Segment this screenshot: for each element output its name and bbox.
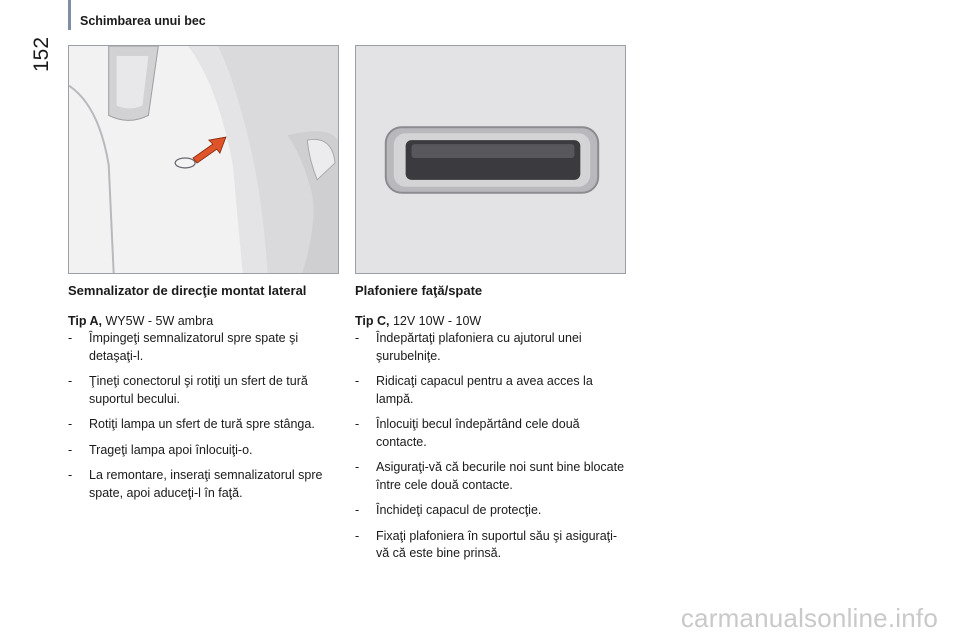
- section-title: Schimbarea unui bec: [80, 14, 206, 28]
- list-item: - Îndepărtaţi plafoniera cu ajutorul unei şurubelniţe.: [355, 331, 582, 363]
- left-type-label: Tip A,: [68, 314, 103, 328]
- watermark: carmanualsonline.info: [680, 603, 938, 633]
- page-number: 152: [30, 36, 53, 72]
- left-type-line: [68, 313, 343, 330]
- side-indicator-photo: [68, 45, 339, 274]
- list-item: - Rotiţi lampa un sfert de tură spre stânga.: [68, 417, 315, 431]
- left-heading: Semnalizator de direcţie montat lateral: [68, 283, 307, 298]
- list-item: - Împingeţi semnalizatorul spre spate şi detaşaţi-l.: [68, 331, 299, 363]
- left-column: [68, 283, 343, 510]
- list-item: - Asiguraţi-vă că becurile noi sunt bine blocate între cele două contacte.: [355, 460, 625, 492]
- list-item: - La remontare, inseraţi semnalizatorul spre spate, apoi aduceţi-l în faţă.: [68, 468, 323, 500]
- list-item: - Închideţi capacul de protecţie.: [355, 503, 542, 517]
- list-item: - Trageţi lampa apoi înlocuiţi-o.: [68, 442, 253, 457]
- right-column: [355, 283, 630, 571]
- header-accent-bar: [68, 0, 71, 30]
- list-item: - Ridicaţi capacul pentru a avea acces la lampă.: [355, 374, 593, 406]
- right-steps: [355, 330, 630, 563]
- list-item: - Fixaţi plafoniera în suportul său şi asiguraţi-vă că este bine prinsă.: [355, 528, 618, 560]
- right-heading: Plafoniere faţă/spate: [355, 283, 483, 298]
- ceiling-light-photo: [355, 45, 626, 274]
- right-type-line: [355, 313, 630, 330]
- list-item: - Înlocuiţi becul îndepărtând cele două contacte.: [355, 417, 580, 449]
- right-type-label: Tip C,: [355, 314, 390, 328]
- right-type-value: 12V 10W - 10W: [389, 314, 482, 328]
- left-type-value: WY5W - 5W ambra: [102, 314, 214, 328]
- left-steps: [68, 330, 343, 502]
- list-item: - Ţineţi conectorul şi rotiţi un sfert de tură suportul becului.: [68, 374, 308, 406]
